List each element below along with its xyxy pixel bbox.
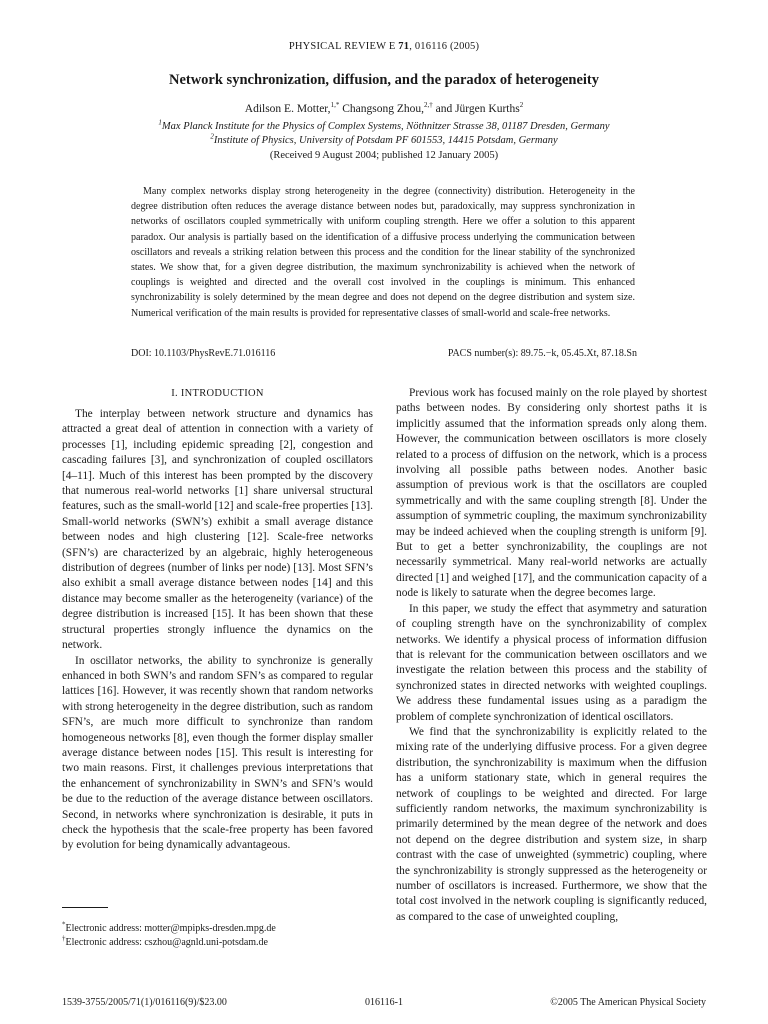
copyright: ©2005 The American Physical Society [550, 997, 706, 1008]
affiliation-2 [40, 132, 728, 146]
footnote-mark: † [62, 934, 66, 943]
author-list [40, 103, 728, 115]
paragraph: We find that the synchronizability is explicitly related to the mixing rate of the underlying diffusive process. For a given degree distribution, the synchronizability is maximum when the diffusion has a uniform stationary state, which in general requires the network of couplings to be weighted and directed. For large sufficiently random networks, the maximum synchronizability is primarily determined by the mean degree of the network and does not depend on the degree distribution and system size, in sharp contrast with the case of unweighted (symmetric) coupling, where the synchronizability is strongly suppressed as the heterogeneity or number of oscillators is increased. Furthermore, we show that the total cost involved in the network coupling is significantly reduced, as compared to the case of unweighted coupling, [396, 725, 707, 923]
section-heading: I. INTRODUCTION [171, 388, 264, 399]
footnote-mark: * [62, 920, 66, 929]
doi: DOI: 10.1103/PhysRevE.71.016116 [131, 348, 276, 359]
author-marks: 2 [519, 101, 524, 110]
footnote-divider [62, 907, 108, 908]
affiliation-mark: 2 [210, 132, 214, 141]
page-number: 016116-1 [365, 997, 403, 1008]
received-dates: (Received 9 August 2004; published 12 January 2005) [269, 150, 499, 161]
footnote-text: Electronic address: motter@mpipks-dresden.mpg.de [65, 923, 276, 934]
author-name: Changsong Zhou, [339, 103, 424, 115]
journal-volume: 71 [398, 41, 410, 52]
journal-name: PHYSICAL REVIEW E [288, 41, 396, 52]
footnote-text: Electronic address: cszhou@agnld.uni-potsdam.de [65, 937, 268, 948]
article-info: , 016116 (2005) [409, 41, 480, 52]
paper-title: Network synchronization, diffusion, and the paradox of heterogeneity [168, 72, 600, 88]
footnotes [62, 922, 373, 950]
left-column [62, 386, 373, 854]
author-marks: 1,* [330, 101, 340, 110]
paragraph: In this paper, we study the effect that asymmetry and saturation of coupling strength have on the synchronizability of complex networks. We identify a physical process of information diffusion that is relevant for the communication between oscillators and we investigate the relation between this process and the stability of synchronized states in directed networks with weighted couplings. We address these fundamental issues using as a paradigm the problem of complete synchronization of identical oscillators. [396, 602, 707, 723]
author-name: Adilson E. Motter, [244, 103, 331, 115]
footer-code: 1539-3755/2005/71(1)/016116(9)/$23.00 [62, 997, 227, 1008]
footnote [62, 922, 373, 936]
affiliation-mark: 1 [158, 118, 162, 127]
paragraph: The interplay between network structure and dynamics has attracted a great deal of attention in connection with a variety of processes [1], including epidemic spreading [2], congestion and cascading failures [3], and synchronization of coupled oscillators [4–11]. Much of this interest has been prompted by the discovery that numerous real-world networks [1] share universal structural features, such as the small-world [12] and scale-free properties [13]. Small-world networks (SWN’s) exhibit a small average distance between nodes and high clustering [12]. Scale-free networks (SFN’s) are characterized by an algebraic, highly heterogeneous distribution of degrees (number of links per node) [13]. Most SFN’s also exhibit a small average distance between nodes [14] and this distance may become smaller as the heterogeneity (variance) of the degree distribution is increased [15]. It has been shown that these structural properties strongly influence the dynamics on the network. [62, 408, 373, 652]
affiliation-text: Institute of Physics, University of Potsdam PF 601553, 14415 Potsdam, Germany [213, 135, 558, 146]
journal-header [0, 41, 768, 52]
author-marks: 2,† [423, 101, 433, 110]
affiliation-1 [40, 118, 728, 132]
paragraph: In oscillator networks, the ability to synchronize is generally enhanced in both SWN’s and random SFN’s as compared to regular lattices [16]. However, it was recently shown that random networks with strong heterogeneity in the degree distribution, such as random SFN’s, are much more difficult to synchronize than random homogeneous networks [8], even though the former display smaller average distance between nodes [15]. This result is interesting for two main reasons. First, it challenges previous interpretations that the enhancement of synchronizability in SWN’s and SFN’s would be due to the reduction of the average distance between oscillators. Second, in networks where synchronization is desirable, it puts in check the hypothesis that the scale-free property has been favored by evolution for being dynamically advantageous. [62, 654, 373, 852]
affiliation-text: Max Planck Institute for the Physics of Complex Systems, Nöthnitzer Strasse 38, 01187 Dresden, Germany [161, 121, 610, 132]
author-name: and Jürgen Kurths [432, 103, 520, 115]
abstract: Many complex networks display strong heterogeneity in the degree (connectivity) distribution. Heterogeneity in the degree distribution often reduces the average distance between nodes but, paradoxically, may suppress synchronization in networks of oscillators coupled symmetrically with uniform coupling strength. Here we offer a solution to this apparent paradox. Our analysis is partially based on the identification of a diffusive process underlying the communication between oscillators and reveals a striking relation between this process and the condition for the linear stability of the synchronized states. We show that, for a given degree distribution, the maximum synchronizability is achieved when the network of couplings is weighted and directed and the overall cost involved in the couplings is minimum. This enhanced synchronizability is solely determined by the mean degree and does not depend on the degree distribution and system size. Numerical verification of the main results is provided for representative classes of small-world and scale-free networks. [131, 186, 635, 319]
paragraph: Previous work has focused mainly on the role played by shortest paths between nodes. By considering only shortest paths it is implicitly assumed that the information spreads only along them. However, the communication between oscillators is more closely related to a process of diffusion on the network, which is a process involving all possible paths between nodes. Another basic assumption of previous work is that the oscillators are coupled symmetrically and with the same coupling strength [8]. Under the assumption of symmetric coupling, the maximum synchronizability may be indeed achieved when the coupling strength is uniform [9]. But to get a better synchronizability, the couplings are not necessarily symmetrical. Many real-world networks are actually directed [1] and weighed [17], and the communication capacity of a node is likely to saturate when the degree becomes large. [396, 387, 707, 600]
right-column [396, 386, 707, 925]
pacs-numbers: PACS number(s): 89.75.−k, 05.45.Xt, 87.18.Sn [447, 348, 637, 359]
footnote [62, 936, 373, 950]
page-footer [62, 997, 706, 1011]
